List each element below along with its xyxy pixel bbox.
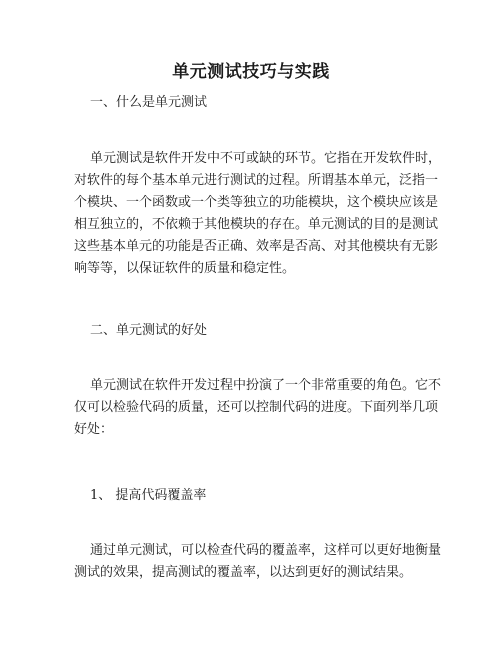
item-1-paragraph [74,540,441,584]
section-2-paragraph [74,375,441,441]
paragraph-line: 响等等，以保证软件的质量和稳定性。 [74,261,296,276]
document-title: 单元测试技巧与实践 [172,62,330,82]
paragraph-line: 相互独立的，不依赖于其他模块的存在。单元测试的目的是测试 [74,217,439,232]
section-heading-what-is-unit-testing: 一、什么是单元测试 [90,95,208,110]
section-heading-benefits: 二、单元测试的好处 [90,323,208,338]
item-heading-code-coverage: 1、 提高代码覆盖率 [90,488,207,503]
paragraph-line: 这些基本单元的功能是否正确、效率是否高、对其他模块有无影 [74,239,439,254]
paragraph-line: 单元测试是软件开发中不可或缺的环节。它指在开发软件时， [90,151,442,166]
paragraph-line: 仅可以检验代码的质量，还可以控制代码的进度。下面列举几项 [74,400,439,415]
section-1-paragraph [74,148,441,280]
paragraph-line: 通过单元测试，可以检查代码的覆盖率，这样可以更好地衡量 [90,543,442,558]
paragraph-line: 测试的效果，提高测试的覆盖率，以达到更好的测试结果。 [74,565,413,580]
paragraph-line: 对软件的每个基本单元进行测试的过程。所谓基本单元，泛指一 [74,173,439,188]
paragraph-line: 好处： [74,422,114,437]
paragraph-line: 单元测试在软件开发过程中扮演了一个非常重要的角色。它不 [90,378,442,393]
paragraph-line: 个模块、一个函数或一个类等独立的功能模块，这个模块应该是 [74,195,439,210]
